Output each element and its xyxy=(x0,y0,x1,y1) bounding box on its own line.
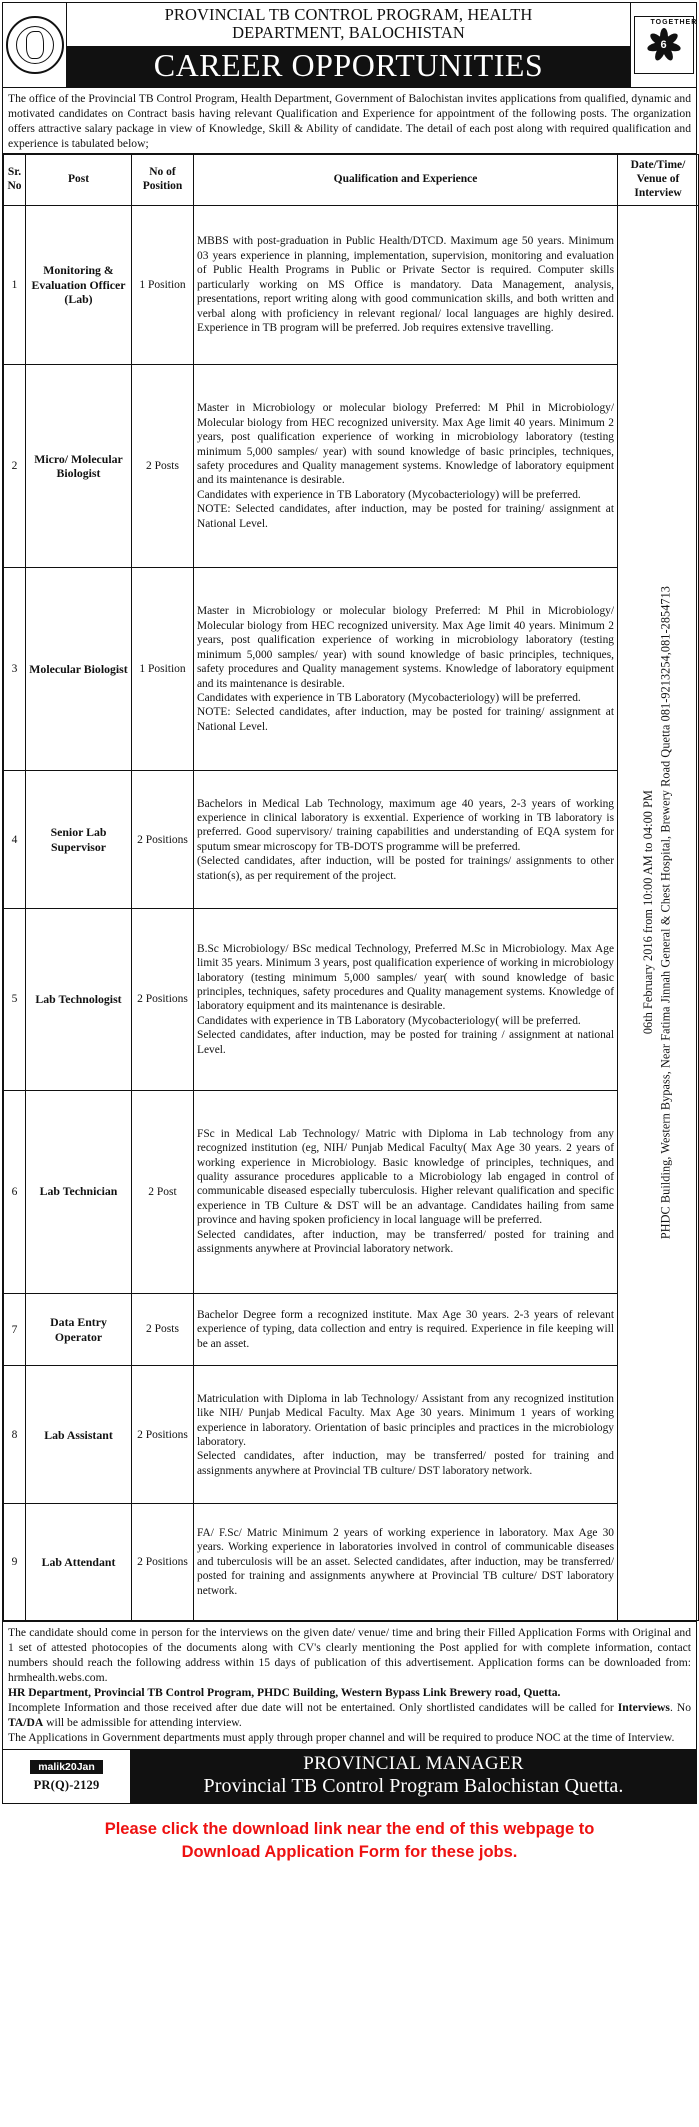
table-row xyxy=(4,205,699,365)
introduction-paragraph: The office of the Provincial TB Control Program, Health Department, Government of Balochistan invites applications from qualified, dynamic and motivated candidates on Contract basis having relevant Qualification and Experience for appointment of the following posts. The organization offers attractive salary package in view of Knowledge, Skill & Ability of candidate. The detail of each post along with required qualification and experience is tabulated below; xyxy=(3,88,696,154)
footer-p2-c: . No xyxy=(669,1700,692,1714)
footer-notes xyxy=(3,1621,696,1748)
table-row xyxy=(4,909,699,1090)
cell-sr-no: 2 xyxy=(4,365,26,568)
footer-paragraph-1: The candidate should come in person for the interviews on the given date/ venue/ time and bring their Filled Application Forms with Original and 1 set of attested photocopies of the documents along with CV's clearly mentioning the Post applied for with complete information, contact numbers should reach the following address within 15 days of publication of this advertisement. Application forms can be downloaded from: hrmhealth.webs.com. xyxy=(8,1625,691,1684)
together-logo-icon xyxy=(634,16,698,74)
qualification-paragraph: B.Sc Microbiology/ BSc medical Technology, Preferred M.Sc in Microbiology. Max Age limit 35 years. Minimum 3 years, post qualification experience of working in microbiology laboratory (testing minimum 5,000 samples/ year( with sound knowledge of basic principles, techniques, safety procedures and Quality management systems. Knowledge of laboratory equipment and its maintenance is desirable. xyxy=(197,942,614,1013)
qualification-paragraph: FA/ F.Sc/ Matric Minimum 2 years of working experience in laboratory. Max Age 30 years. Working experience in laboratories involved in control of communicable diseases and tuberculosis will be an asset. Selected candidates, after induction, may be transferred/ posted for training and assignments anywhere at Provincial TB culture/ DST laboratory network. xyxy=(197,1526,614,1597)
signatory-organization: Provincial TB Control Program Balochistan Quetta. xyxy=(203,1774,624,1797)
cell-qualification-experience xyxy=(194,771,618,909)
header-sr-no: Sr. No xyxy=(4,155,26,205)
cell-post-title: Monitoring & Evaluation Officer (Lab) xyxy=(26,205,132,365)
cell-sr-no: 9 xyxy=(4,1504,26,1620)
flower-icon xyxy=(647,28,681,62)
footer-paragraph-3: The Applications in Government departments must apply through proper channel and will be required to produce NOC at the time of Interview. xyxy=(8,1731,675,1745)
header-no-of-position: No of Position xyxy=(132,155,194,205)
jobs-table-body xyxy=(4,205,699,1620)
cell-post-title: Data Entry Operator xyxy=(26,1293,132,1366)
download-message-line-1: Please click the download link near the end of this webpage to xyxy=(104,1819,595,1838)
right-logo-cell xyxy=(630,3,696,87)
qualification-paragraph: Candidates with experience in TB Laboratory (Mycobacteriology) will be preferred. xyxy=(197,488,581,501)
download-message-line-2: Download Application Form for these jobs. xyxy=(181,1843,518,1862)
cell-no-of-positions: 2 Positions xyxy=(132,909,194,1090)
qualification-paragraph: MBBS with post-graduation in Public Health/DTCD. Maximum age 50 years. Minimum 03 years experience in planning, implementation, supervision, monitoring and evaluation of Public Health Programs in Public or Private Sector is required. Computer skills particularly working on MS Office is mandatory. Data Management, analysis, presentations, report writing along with good communication skills, and both written and verbal along with proficiency in relevant regional/ local languages are highly desired. Experience in TB program will be preferred. Job requires extensive travelling. xyxy=(197,235,614,334)
footer-p2-a: Incomplete Information and those received after due date will not be entertained. Only shortlisted candidates will be called for xyxy=(8,1700,618,1714)
career-opportunities-banner: CAREER OPPORTUNITIES xyxy=(67,46,630,87)
signatory-title: PROVINCIAL MANAGER xyxy=(303,1753,524,1775)
cell-post-title: Lab Technician xyxy=(26,1090,132,1293)
cell-post-title: Lab Technologist xyxy=(26,909,132,1090)
footer-p2-interviews: Interviews xyxy=(617,1700,670,1714)
cell-qualification-experience xyxy=(194,1090,618,1293)
qualification-paragraph: Master in Microbiology or molecular biology Preferred: M Phil in Microbiology/ Molecular biology from HEC recognized university. Max Age limit 40 years. Minimum 2 years, post qualification experience of working in microbiology laboratory (testing minimum 5,000 samples/ year) with sound knowledge of basic principles, techniques, safety procedures and Quality management systems. Knowledge of laboratory equipment and its maintenance is desirable. xyxy=(197,402,614,487)
interview-details-vertical xyxy=(640,586,675,1239)
cell-sr-no: 4 xyxy=(4,771,26,909)
organization-title xyxy=(67,3,630,44)
ref-code: PR(Q)-2129 xyxy=(33,1778,100,1792)
cell-qualification-experience xyxy=(194,568,618,771)
footer-paragraph-2 xyxy=(8,1700,691,1730)
cell-sr-no: 3 xyxy=(4,568,26,771)
jobs-table xyxy=(3,154,699,1620)
cell-post-title: Senior Lab Supervisor xyxy=(26,771,132,909)
cell-qualification-experience xyxy=(194,205,618,365)
signature-bar xyxy=(3,1749,696,1803)
vertical-text-wrapper xyxy=(621,208,695,1618)
cell-qualification-experience xyxy=(194,909,618,1090)
download-instruction-message xyxy=(0,1804,699,1874)
cell-qualification-experience xyxy=(194,1293,618,1366)
cell-no-of-positions: 2 Posts xyxy=(132,365,194,568)
interview-venue: PHDC Building, Western Bypass, Near Fatima Jinnah General & Chest Hospital, Brewery Road Quetta 081-9213254,081-2854713 xyxy=(659,586,673,1240)
cell-qualification-experience xyxy=(194,1504,618,1620)
org-title-line-2: DEPARTMENT, BALOCHISTAN xyxy=(232,23,465,43)
footer-p2-e: will be admissible for attending interview. xyxy=(43,1715,242,1729)
table-row xyxy=(4,1504,699,1620)
seal-inner-ring xyxy=(16,26,54,64)
table-row xyxy=(4,365,699,568)
cell-no-of-positions: 2 Positions xyxy=(132,771,194,909)
qualification-paragraph: Matriculation with Diploma in lab Technology/ Assistant from any recognized institution like NIH/ Punjab Medical Faculty. Max Age 30 years. Minimum 1 years of working experience in laboratory. Orientation of basic principles and practices in the microbiology laboratory. xyxy=(197,1392,614,1448)
cell-no-of-positions: 2 Posts xyxy=(132,1293,194,1366)
left-logo-cell xyxy=(3,3,67,87)
balochistan-map-icon xyxy=(26,31,44,59)
qualification-paragraph: Candidates with experience in TB Laboratory (Mycobacteriology( will be preferred. xyxy=(197,1014,581,1027)
cell-qualification-experience xyxy=(194,365,618,568)
advertisement-page xyxy=(0,2,699,1874)
qualification-paragraph: NOTE: Selected candidates, after induction, may be posted for training/ assignment at National Level. xyxy=(197,503,614,530)
qualification-paragraph: Selected candidates, after induction, may be posted for training / assignment at national Level. xyxy=(197,1029,614,1056)
cell-no-of-positions: 2 Positions xyxy=(132,1504,194,1620)
header-qualification-experience: Qualification and Experience xyxy=(194,155,618,205)
qualification-paragraph: Candidates with experience in TB Laboratory (Mycobacteriology) will be preferred. xyxy=(197,691,581,704)
advertisement-box xyxy=(2,2,697,1804)
interview-datetime: 06th February 2016 from 10:00 AM to 04:00 PM xyxy=(641,790,656,1035)
tb-control-program-seal-icon xyxy=(6,16,64,74)
cell-sr-no: 6 xyxy=(4,1090,26,1293)
qualification-paragraph: Master in Microbiology or molecular biology Preferred: M Phil in Microbiology/ Molecular biology from HEC recognized university. Max Age limit 40 years. Minimum 2 years, post qualification experience of working in microbiology laboratory (testing minimum 5,000 samples/ year) with sound knowledge of basic principles, techniques, safety procedures and Quality management systems. Knowledge of laboratory equipment and its maintenance is desirable. xyxy=(197,605,614,690)
table-row xyxy=(4,771,699,909)
table-row xyxy=(4,1293,699,1366)
qualification-paragraph: FSc in Medical Lab Technology/ Matric with Diploma in Lab technology from any recognized institution (eg, NIH/ Punjab Medical Faculty( Max Age 30 years. 2 years of working experience in Microbiology. Basic knowledge of principles, techniques, and quality assurance procedures applicable to a Microbiology lab engaged in control of communicable diseased especially tuberculosis. Higher relevant qualification and specific experience in TB Culture & DST will be an advantage. Candidates hailing from same province and having spoken proficiency in local language will be preferred. xyxy=(197,1127,614,1227)
masthead xyxy=(3,3,696,88)
table-header-row xyxy=(4,155,699,205)
qualification-paragraph: Selected candidates, after induction, may be transferred/ posted for training and assignments anywhere at Provincial laboratory network. xyxy=(197,1228,614,1256)
cell-sr-no: 5 xyxy=(4,909,26,1090)
org-title-line-1: PROVINCIAL TB CONTROL PROGRAM, HEALTH xyxy=(164,5,533,24)
cell-post-title: Lab Assistant xyxy=(26,1366,132,1504)
header-post: Post xyxy=(26,155,132,205)
cell-qualification-experience xyxy=(194,1366,618,1504)
table-row xyxy=(4,1366,699,1504)
qualification-paragraph: Selected candidates, after induction, may be transferred/ posted for training and assignments anywhere at Provincial TB culture/ DST laboratory network. xyxy=(197,1450,614,1477)
qualification-paragraph: NOTE: Selected candidates, after induction, may be posted for training/ assignment at National Level. xyxy=(197,706,614,733)
cell-no-of-positions: 2 Post xyxy=(132,1090,194,1293)
cell-post-title: Molecular Biologist xyxy=(26,568,132,771)
cell-sr-no: 1 xyxy=(4,205,26,365)
cell-no-of-positions: 2 Positions xyxy=(132,1366,194,1504)
cell-date-time-venue xyxy=(618,205,699,1620)
together-logo-text: TOGETHER xyxy=(650,18,698,26)
qualification-paragraph: Bachelors in Medical Lab Technology, maximum age 40 years, 2-3 years of working experience in clinical laboratory is exxential. Experience of working in TB laboratory is preferred. Good supervisory/ training capabilities and understanding of EQA system for sputum smear microscopy for TB-DOTS programme will be preferred. xyxy=(197,797,614,853)
qualification-paragraph: (Selected candidates, after induction, will be posted for trainings/ assignments to other station(s), as per requirement of the project. xyxy=(197,855,614,882)
reference-cell xyxy=(3,1750,131,1803)
table-row xyxy=(4,568,699,771)
masthead-center xyxy=(67,3,630,87)
qualification-paragraph: Bachelor Degree form a recognized institute. Max Age 30 years. 2-3 years of relevant experience of typing, data collection and entry is required. Experience in file keeping will be an asset. xyxy=(197,1308,614,1350)
signatory-cell xyxy=(131,1750,696,1803)
together-logo-number: 6 xyxy=(660,38,667,51)
cell-sr-no: 7 xyxy=(4,1293,26,1366)
header-date-time-venue: Date/Time/ Venue of Interview xyxy=(618,155,699,205)
footer-p2-tada: TA/DA xyxy=(8,1715,44,1729)
footer-address: HR Department, Provincial TB Control Program, PHDC Building, Western Bypass Link Brewery road, Quetta. xyxy=(8,1685,561,1699)
cell-sr-no: 8 xyxy=(4,1366,26,1504)
cell-post-title: Micro/ Molecular Biologist xyxy=(26,365,132,568)
cell-no-of-positions: 1 Position xyxy=(132,568,194,771)
cell-no-of-positions: 1 Position xyxy=(132,205,194,365)
cell-post-title: Lab Attendant xyxy=(26,1504,132,1620)
table-row xyxy=(4,1090,699,1293)
ref-tag-badge: malik20Jan xyxy=(30,1760,103,1774)
